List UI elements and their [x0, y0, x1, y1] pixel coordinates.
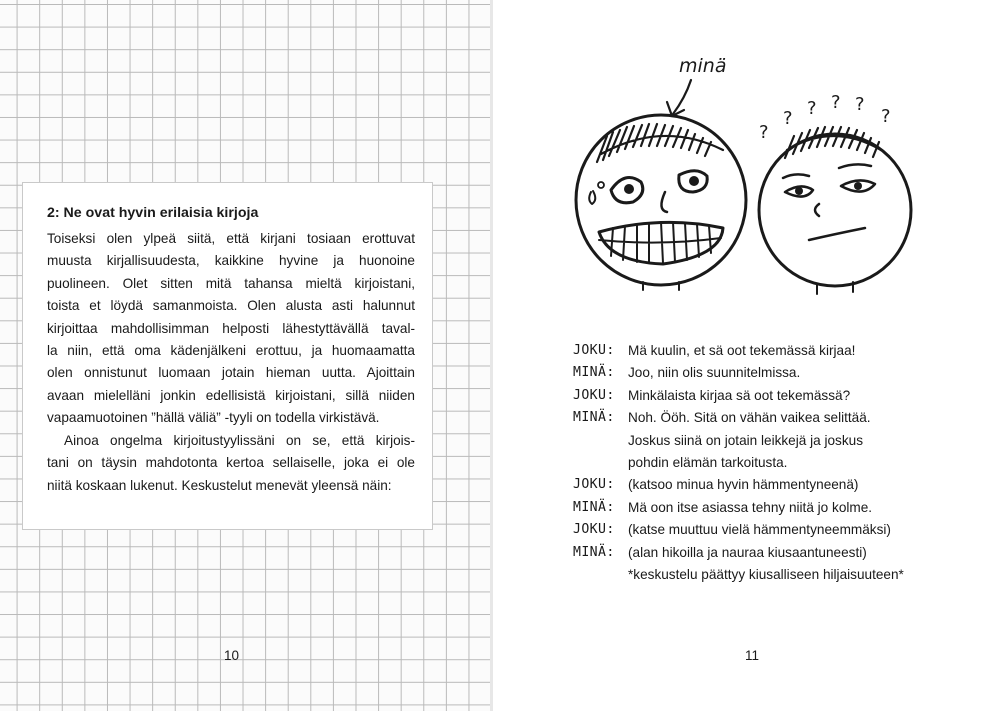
- speaker-label: MINÄ:: [573, 499, 615, 515]
- text-line: avaan mielelläni jonkin edellisistä kirjoistani, sillä niiden: [47, 387, 415, 403]
- speaker-label: MINÄ:: [573, 544, 615, 560]
- face-right: [759, 134, 911, 286]
- right-page: [493, 0, 984, 711]
- arrow-icon: [673, 80, 691, 114]
- eyebrow-right-2: [839, 164, 871, 168]
- text-line: niitä koskaan lukenut. Keskustelut menevät yleensä näin:: [47, 477, 392, 493]
- utterance: Mä kuulin, et sä oot tekemässä kirjaa!: [628, 343, 856, 358]
- eyebrow-right-1: [783, 174, 809, 178]
- text-box: [22, 182, 433, 530]
- paragraph-1: [47, 228, 415, 430]
- utterance: Noh. Ööh. Sitä on vähän vaikea selittää.: [628, 410, 871, 426]
- text-line: olen onnistunut luomaan jotain hieman uutta. Ajoittain: [47, 365, 415, 381]
- paragraph-2: [47, 430, 415, 497]
- text-line: kirjoittaa mahdollisimman helposti lähestyttävällä taval-: [47, 320, 415, 336]
- speaker-label: JOKU:: [573, 477, 615, 493]
- text-line: toista et löydä samanmoista. Olen alusta asti halunnut: [47, 298, 415, 314]
- utterance: (katsoo minua hyvin hämmentyneenä): [628, 477, 859, 493]
- drawing-label-mina: minä: [679, 55, 727, 77]
- two-faces-drawing: [573, 50, 933, 300]
- sweat-drop: [589, 191, 595, 204]
- text-line: tani on täysin mahdotonta kertoa sellaiselle, joka ei ole: [47, 455, 415, 471]
- text-line: vapaamuotoinen ”hällä väliä” -tyyli on todella virkistävä.: [47, 410, 380, 426]
- text-line: la niin, että oma kädenjälkeni erottuu, ja huomaamatta: [47, 343, 415, 359]
- section-heading: 2: Ne ovat hyvin erilaisia kirjoja: [47, 205, 259, 221]
- page-number-right: 11: [745, 648, 760, 663]
- question-marks: ? ? ? ? ? ?: [759, 92, 891, 143]
- page-number-left: 10: [224, 648, 240, 663]
- hair-right: [785, 127, 881, 158]
- text-line: muusta kirjallisuudesta, kaikkine hyvine ja huonoine: [47, 253, 415, 269]
- speaker-label: JOKU:: [573, 387, 615, 403]
- utterance: Mä oon itse asiassa tehny niitä jo kolme.: [628, 499, 873, 515]
- speaker-label: MINÄ:: [573, 410, 615, 426]
- nose-left: [661, 192, 667, 212]
- text-line: Ainoa ongelma kirjoitustyylissäni on se, että kirjois-: [64, 433, 415, 448]
- utterance: (alan hikoilla ja nauraa kiusaantuneesti): [628, 544, 867, 560]
- speaker-label: JOKU:: [573, 522, 615, 538]
- utterance: *keskustelu päättyy kiusalliseen hiljaisuuteen*: [628, 566, 904, 582]
- mouth-right: [809, 228, 865, 240]
- text-line: puolineen. Olet sitten mitä tahansa mieltä kirjoistani,: [47, 275, 415, 291]
- speaker-label: JOKU:: [573, 343, 615, 358]
- utterance: pohdin elämän tarkoitusta.: [628, 454, 788, 470]
- utterance: (katse muuttuu vielä hämmentyneemmäksi): [628, 522, 891, 538]
- speaker-label: MINÄ:: [573, 365, 615, 381]
- utterance: Joskus siinä on jotain leikkejä ja joskus: [628, 432, 863, 448]
- nose-right: [815, 204, 819, 216]
- text-line: Toiseksi olen ylpeä siitä, että kirjani tosiaan erottuvat: [47, 231, 415, 246]
- utterance: Joo, niin olis suunnitelmissa.: [628, 365, 801, 381]
- utterance: Minkälaista kirjaa sä oot tekemässä?: [628, 387, 851, 403]
